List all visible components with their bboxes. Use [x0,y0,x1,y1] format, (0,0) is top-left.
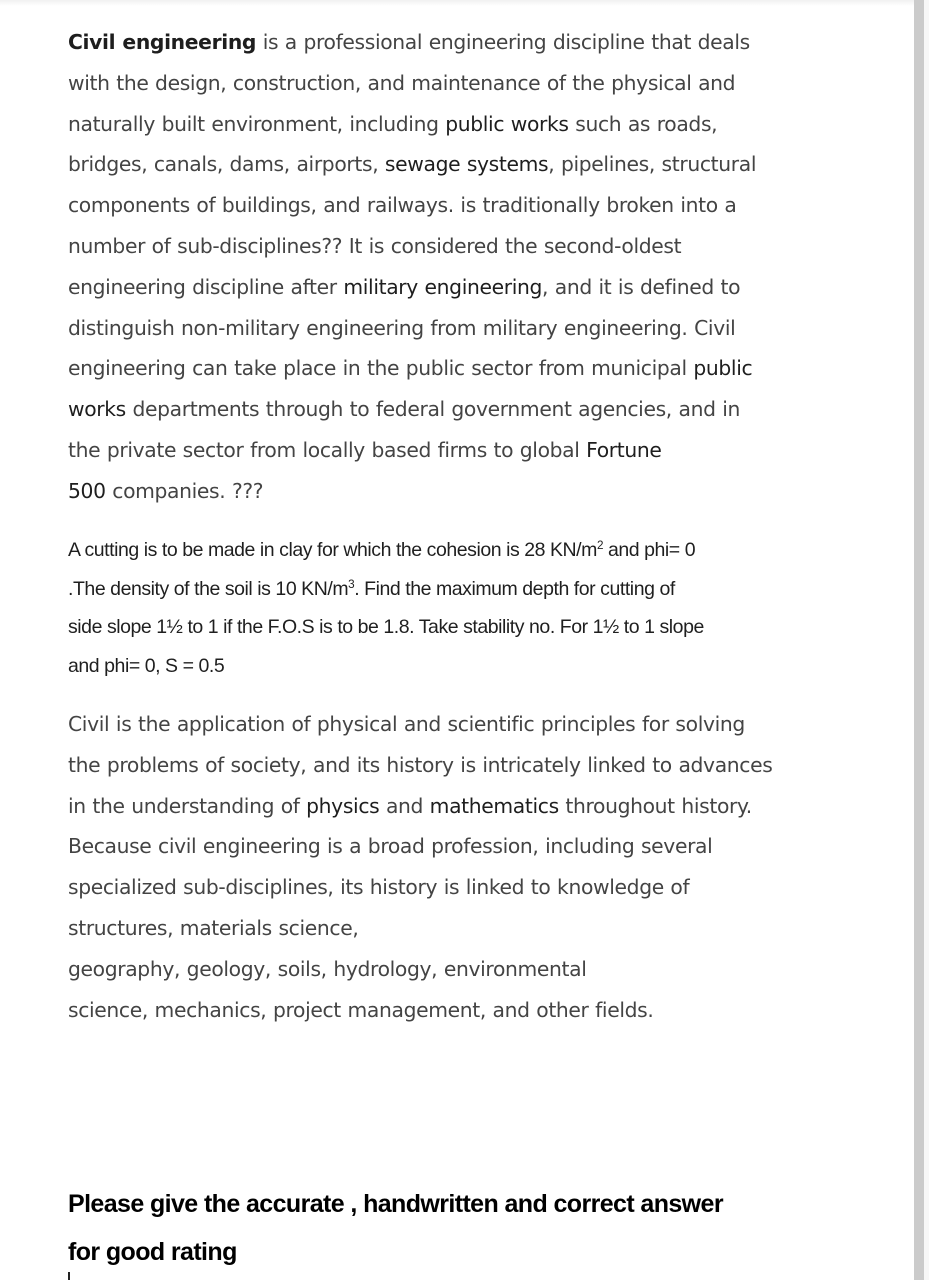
text-line: number of sub-disciplines?? It is considered the second-oldest [68,233,682,258]
superscript: 3 [348,577,355,591]
link-physics[interactable]: physics [306,793,380,818]
link-public-works-2a[interactable]: public [693,356,753,381]
link-fortune-500a[interactable]: Fortune [586,437,662,462]
history-paragraph [68,704,868,1030]
text-line: geography, geology, soils, hydrology, environmental [68,956,587,981]
text-line: engineering discipline after military engineering, and it is defined to [68,274,741,299]
text-line: .The density of the soil is 10 $KN/m^3$. Find the maximum depth for cutting of [68,577,675,600]
link-mathematics[interactable]: mathematics [429,793,559,818]
document-body [68,22,868,1266]
text-caret [68,1272,70,1280]
term-civil-engineering: Civil engineering [68,30,257,54]
intro-paragraph [68,22,868,512]
text-line: structures, materials science, [68,915,359,940]
text-line: side slope 1½ to 1 if the F.O.S is to be 1.8. Take stability no. For 1½ to 1 slope [68,616,704,638]
answer-request [68,1180,868,1276]
text-line: 500 companies. ??? [68,478,264,503]
text-line: the problems of society, and its history is intricately linked to advances [68,752,773,777]
link-sewage-systems[interactable]: sewage systems [384,152,549,177]
text-line: the private sector from locally based firms to global Fortune [68,437,662,462]
text-line: specialized sub-disciplines, its history is linked to knowledge of [68,875,690,900]
link-public-works-2b[interactable]: works [68,397,126,422]
text-line: engineering can take place in the public sector from municipal public [68,356,753,381]
text-line: Please give the accurate , handwritten and correct answer [68,1190,723,1218]
text-line: A cutting is to be made in clay for which the cohesion is 28 $KN/m^2$ and phi= 0 [68,538,696,561]
link-fortune-500b[interactable]: 500 [68,478,106,503]
text-line: for good rating [68,1238,237,1266]
text-line: Civil engineering is a professional engineering discipline that deals [68,30,750,54]
question-paragraph [68,531,868,685]
text-line: in the understanding of physics and mathematics throughout history. [68,793,752,818]
superscript: 2 [596,538,604,552]
text-line: bridges, canals, dams, airports, sewage systems, pipelines, structural [68,152,757,177]
text-line: naturally built environment, including public works such as roads, [68,111,718,136]
link-military-engineering[interactable]: military engineering [343,274,543,299]
link-public-works[interactable]: public works [445,111,569,136]
text-line: components of buildings, and railways. is traditionally broken into a [68,193,737,218]
text-line: Civil is the application of physical and scientific principles for solving [68,712,745,736]
scrollbar-track-edge [924,0,929,1280]
text-line: with the design, construction, and maintenance of the physical and [68,70,736,95]
text-line: Because civil engineering is a broad profession, including several [68,834,713,859]
text-line: distinguish non-military engineering from military engineering. Civil [68,315,736,340]
text-line: science, mechanics, project management, and other fields. [68,997,654,1022]
text-line: works departments through to federal government agencies, and in [68,397,740,422]
text-line: and phi= 0, S = 0.5 [68,654,225,677]
vertical-scrollbar[interactable] [914,0,924,1280]
top-shadow [0,0,914,6]
